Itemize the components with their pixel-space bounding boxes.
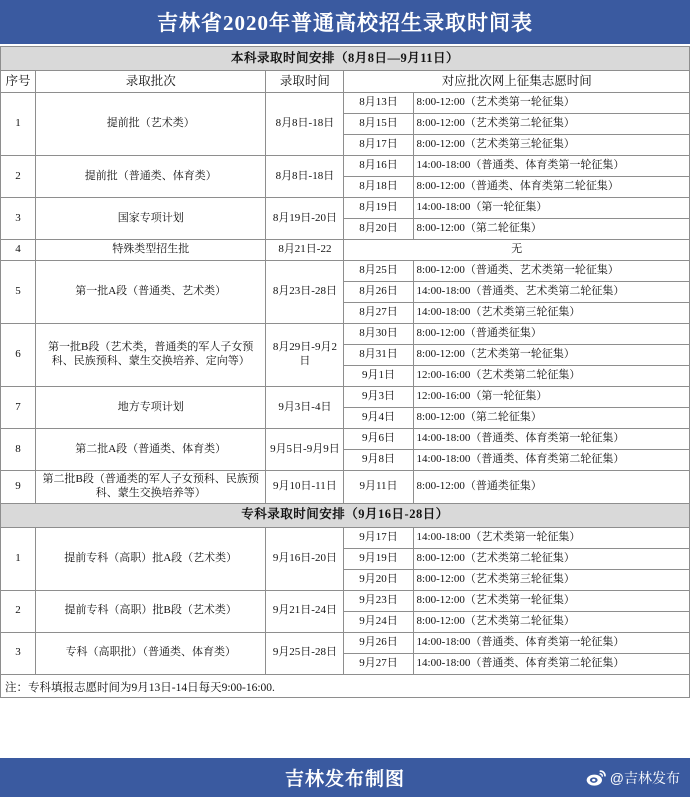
table-row [1, 198, 690, 219]
collect-time-cell: 14:00-18:00（普通类、体育类第二轮征集） [413, 450, 689, 471]
row-index-cell: 2 [1, 156, 36, 198]
row-index-cell: 8 [1, 429, 36, 471]
admission-period-cell: 8月8日-18日 [266, 156, 344, 198]
collect-time-cell: 8:00-12:00（艺术类第二轮征集） [413, 611, 689, 632]
section-band-label: 专科录取时间安排（9月16日-28日） [1, 503, 690, 527]
batch-name-cell: 特殊类型招生批 [36, 240, 266, 261]
collect-time-cell: 8:00-12:00（普通类征集） [413, 324, 689, 345]
row-index-cell: 5 [1, 261, 36, 324]
collect-date-cell: 9月17日 [344, 527, 413, 548]
batch-name-cell: 第二批A段（普通类、体育类） [36, 429, 266, 471]
batch-name-cell: 第一批A段（普通类、艺术类） [36, 261, 266, 324]
collect-time-cell: 14:00-18:00（普通类、体育类第一轮征集） [413, 429, 689, 450]
collect-date-cell: 9月4日 [344, 408, 413, 429]
admission-period-cell: 8月29日-9月2日 [266, 324, 344, 387]
collect-date-cell: 9月11日 [344, 471, 413, 504]
collect-date-cell: 9月19日 [344, 548, 413, 569]
collect-time-cell: 8:00-12:00（普通类、体育类第二轮征集） [413, 177, 689, 198]
admission-period-cell: 9月16日-20日 [266, 527, 344, 590]
weibo-logo-icon [586, 770, 606, 786]
collect-date-cell: 8月31日 [344, 345, 413, 366]
collect-time-cell: 12:00-16:00（艺术类第二轮征集） [413, 366, 689, 387]
collect-date-cell: 9月6日 [344, 429, 413, 450]
collect-date-cell: 9月27日 [344, 653, 413, 674]
collect-time-cell: 14:00-18:00（普通类、体育类第二轮征集） [413, 653, 689, 674]
table-row [1, 240, 690, 261]
table-header-row [1, 71, 690, 93]
page-title: 吉林省2020年普通高校招生录取时间表 [157, 11, 533, 35]
batch-name-cell: 地方专项计划 [36, 387, 266, 429]
row-index-cell: 6 [1, 324, 36, 387]
column-header-collect: 对应批次网上征集志愿时间 [344, 71, 690, 93]
admission-period-cell: 9月3日-4日 [266, 387, 344, 429]
admission-period-cell: 8月21日-22 [266, 240, 344, 261]
collect-time-cell: 8:00-12:00（普通类、艺术类第一轮征集） [413, 261, 689, 282]
collect-time-cell: 14:00-18:00（艺术类第一轮征集） [413, 527, 689, 548]
batch-name-cell: 国家专项计划 [36, 198, 266, 240]
batch-name-cell: 提前专科（高职）批B段（艺术类） [36, 590, 266, 632]
row-index-cell: 3 [1, 632, 36, 674]
table-row [1, 324, 690, 345]
row-index-cell: 1 [1, 93, 36, 156]
collect-date-cell: 8月27日 [344, 303, 413, 324]
collect-date-cell: 8月15日 [344, 114, 413, 135]
row-index-cell: 9 [1, 471, 36, 504]
collect-date-cell: 8月13日 [344, 93, 413, 114]
collect-date-cell: 8月19日 [344, 198, 413, 219]
weibo-credit [586, 768, 680, 788]
footnote: 注：专科填报志愿时间为9月13日-14日每天9:00-16:00. [0, 675, 690, 698]
column-header-period: 录取时间 [266, 71, 344, 93]
collect-date-cell: 9月23日 [344, 590, 413, 611]
collect-date-cell: 8月17日 [344, 135, 413, 156]
collect-time-cell: 8:00-12:00（普通类征集） [413, 471, 689, 504]
section-band-row [1, 47, 690, 71]
collect-date-cell: 9月26日 [344, 632, 413, 653]
admission-period-cell: 9月25日-28日 [266, 632, 344, 674]
batch-name-cell: 提前批（普通类、体育类） [36, 156, 266, 198]
column-header-batch: 录取批次 [36, 71, 266, 93]
collect-date-cell: 9月24日 [344, 611, 413, 632]
table-row [1, 261, 690, 282]
collect-time-cell: 14:00-18:00（普通类、体育类第一轮征集） [413, 632, 689, 653]
table-row [1, 156, 690, 177]
collect-time-cell: 8:00-12:00（艺术类第一轮征集） [413, 345, 689, 366]
collect-time-cell: 14:00-18:00（普通类、艺术类第二轮征集） [413, 282, 689, 303]
collect-time-cell: 8:00-12:00（艺术类第三轮征集） [413, 569, 689, 590]
table-row [1, 387, 690, 408]
batch-name-cell: 第二批B段（普通类的军人子女预科、民族预科、蒙生交换培养等） [36, 471, 266, 504]
batch-name-cell: 提前批（艺术类） [36, 93, 266, 156]
collect-time-cell: 8:00-12:00（艺术类第二轮征集） [413, 114, 689, 135]
batch-name-cell: 专科（高职批）（普通类、体育类） [36, 632, 266, 674]
footer-title: 吉林发布制图 [284, 769, 405, 790]
table-row [1, 93, 690, 114]
collect-date-cell: 8月25日 [344, 261, 413, 282]
collect-date-cell: 9月8日 [344, 450, 413, 471]
collect-date-cell: 8月18日 [344, 177, 413, 198]
column-header-no: 序号 [1, 71, 36, 93]
admission-period-cell: 9月10日-11日 [266, 471, 344, 504]
collect-time-cell: 8:00-12:00（艺术类第一轮征集） [413, 590, 689, 611]
footer-bar [0, 758, 690, 797]
section-band-label: 本科录取时间安排（8月8日—9月11日） [1, 47, 690, 71]
admission-period-cell: 8月23日-28日 [266, 261, 344, 324]
collect-date-cell: 9月1日 [344, 366, 413, 387]
row-index-cell: 3 [1, 198, 36, 240]
table-row [1, 527, 690, 548]
admission-period-cell: 9月21日-24日 [266, 590, 344, 632]
collect-time-cell: 8:00-12:00（艺术类第一轮征集） [413, 93, 689, 114]
admission-period-cell: 9月5日-9月9日 [266, 429, 344, 471]
collect-date-cell: 8月16日 [344, 156, 413, 177]
row-index-cell: 1 [1, 527, 36, 590]
table-row [1, 632, 690, 653]
table-row [1, 429, 690, 450]
collect-time-cell: 14:00-18:00（普通类、体育类第一轮征集） [413, 156, 689, 177]
section-band-row [1, 503, 690, 527]
row-index-cell: 4 [1, 240, 36, 261]
batch-name-cell: 提前专科（高职）批A段（艺术类） [36, 527, 266, 590]
collect-date-cell: 9月3日 [344, 387, 413, 408]
row-index-cell: 2 [1, 590, 36, 632]
collect-time-cell: 8:00-12:00（第二轮征集） [413, 219, 689, 240]
collect-time-cell: 12:00-16:00（第一轮征集） [413, 387, 689, 408]
admission-period-cell: 8月8日-18日 [266, 93, 344, 156]
table-row [1, 471, 690, 504]
collect-time-cell: 14:00-18:00（第一轮征集） [413, 198, 689, 219]
collect-time-cell: 8:00-12:00（艺术类第三轮征集） [413, 135, 689, 156]
admission-schedule-table [0, 46, 690, 675]
collect-date-cell: 8月26日 [344, 282, 413, 303]
page-title-bar [0, 0, 690, 46]
collect-time-cell: 8:00-12:00（第二轮征集） [413, 408, 689, 429]
collect-date-cell: 9月20日 [344, 569, 413, 590]
batch-name-cell: 第一批B段（艺术类，普通类的军人子女预科、民族预科、蒙生交换培养、定向等） [36, 324, 266, 387]
admission-period-cell: 8月19日-20日 [266, 198, 344, 240]
weibo-handle: @吉林发布 [609, 769, 680, 786]
row-index-cell: 7 [1, 387, 36, 429]
collect-none-cell: 无 [344, 240, 690, 261]
table-row [1, 590, 690, 611]
collect-time-cell: 8:00-12:00（艺术类第二轮征集） [413, 548, 689, 569]
collect-date-cell: 8月30日 [344, 324, 413, 345]
collect-time-cell: 14:00-18:00（艺术类第三轮征集） [413, 303, 689, 324]
collect-date-cell: 8月20日 [344, 219, 413, 240]
